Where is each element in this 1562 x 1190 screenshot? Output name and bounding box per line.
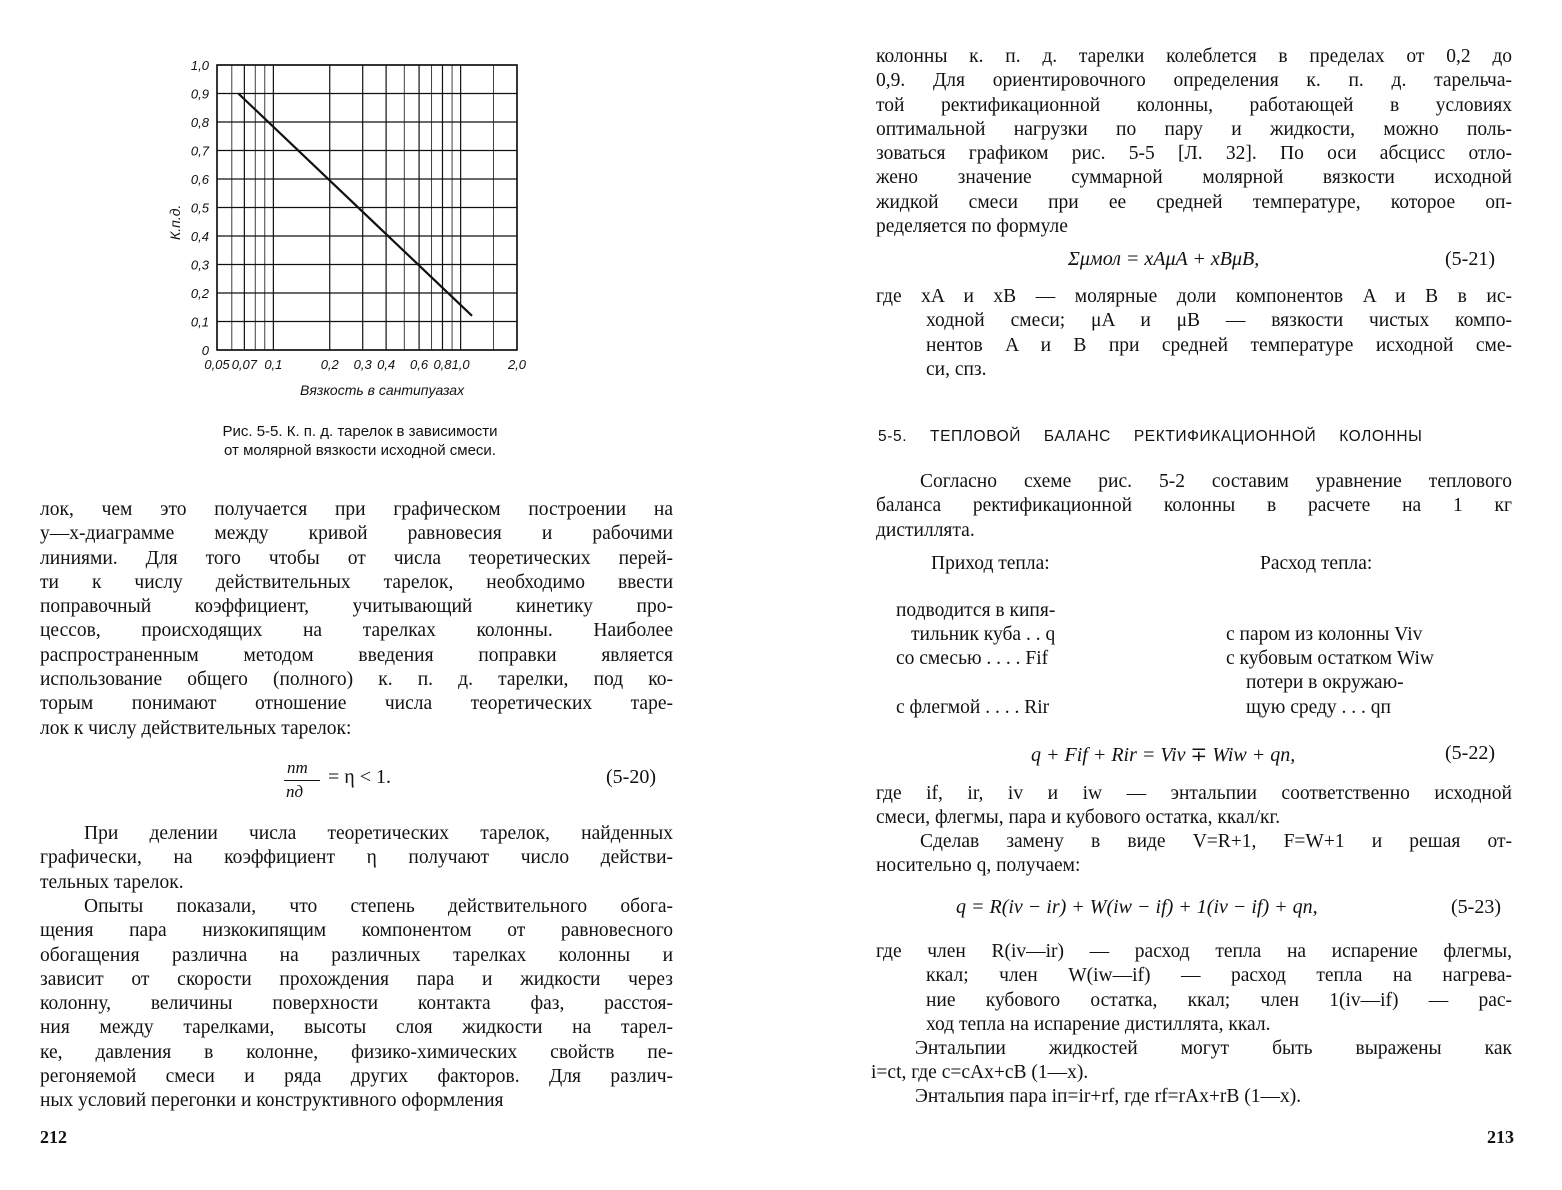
text-line: При делении числа теоретических тарелок, найденных xyxy=(84,823,673,844)
equation-5-21: Σμмол = xAμA + xBμB, xyxy=(1068,248,1260,270)
x-tick-label: 0,6 xyxy=(410,357,429,372)
definitions xyxy=(876,782,1512,831)
y-tick-label: 0,8 xyxy=(190,115,209,130)
paragraph xyxy=(876,470,1512,543)
text-line: ккал; член W(iw—if) — расход тепла на нагрева- xyxy=(926,965,1512,987)
expense-row: потери в окружаю- xyxy=(1246,672,1404,693)
y-tick-label: 0,7 xyxy=(190,143,209,159)
expense-row: с кубовым остатком Wiw xyxy=(1226,648,1434,669)
paragraph xyxy=(40,895,673,1114)
x-tick-label: 0,2 xyxy=(320,357,339,372)
x-tick-label: 0,05 xyxy=(204,357,230,372)
text-line: Согласно схеме рис. 5-2 составим уравнение теплового xyxy=(920,471,1512,492)
figure-caption xyxy=(160,422,560,460)
text-line: ке, давления в колонне, физико-химических свойств пе- xyxy=(40,1041,673,1063)
text-line: ределяется по формуле xyxy=(876,216,1068,238)
text-line: использование общего (полного) к. п. д. тарелки, под ко- xyxy=(40,669,673,691)
text-line: Энтальпия пара iп=ir+rf, где rf=rAx+rB (1—x). xyxy=(915,1086,1302,1107)
text-line: регоняемой смеси и ряда других факторов. Для различ- xyxy=(40,1066,673,1088)
text-line: зоваться графиком рис. 5-5 [Л. 32]. По оси абсцисс отло- xyxy=(876,143,1512,165)
definitions xyxy=(876,940,1512,1037)
equation-5-22: q + Fif + Rir = Viv ∓ Wiw + qп, xyxy=(1031,744,1296,766)
x-tick-labels xyxy=(204,357,526,372)
text-line: линиями. Для того чтобы от числа теоретических перей- xyxy=(40,547,673,569)
paragraph xyxy=(876,830,1512,879)
y-axis-label: К.п.д. xyxy=(167,204,183,240)
text-line: оптимальной нагрузки по пару и жидкости, можно поль- xyxy=(876,118,1512,140)
equation-number: (5-22) xyxy=(1445,742,1495,764)
text-line: зависит от скорости прохождения пара и жидкости через xyxy=(40,968,673,990)
y-tick-label: 0,9 xyxy=(190,86,209,102)
equation-5-23: q = R(iv − ir) + W(iw − if) + 1(iv − if) + qп, xyxy=(956,896,1318,918)
paragraph xyxy=(40,822,673,895)
text-line: той ректификационной колонны, работающей в условиях xyxy=(876,94,1512,116)
text-line: y—x-диаграмме между кривой равновесия и рабочими xyxy=(40,523,673,545)
text-line: щения пара низкокипящим компонентом от равновесного xyxy=(40,920,673,942)
text-line: ходной смеси; μA и μB — вязкости чистых компо- xyxy=(926,310,1512,332)
x-tick-label: 0,3 xyxy=(353,357,372,372)
text-line: смеси, флегмы, пара и кубового остатка, ккал/кг. xyxy=(876,807,1281,829)
x-axis-label: Вязкость в сантипуазах xyxy=(300,382,465,398)
equation-number: (5-21) xyxy=(1445,248,1495,270)
expense-header: Расход тепла: xyxy=(1260,553,1373,574)
text-line: цессов, происходящих на тарелках колонны. Наиболее xyxy=(40,620,673,642)
text-line: си, спз. xyxy=(926,358,987,380)
page-number: 212 xyxy=(40,1127,67,1147)
chart-grid xyxy=(217,65,517,350)
text-line: ход тепла на испарение дистиллята, ккал. xyxy=(926,1013,1271,1035)
fraction-bar xyxy=(284,780,320,781)
y-tick-label: 0,6 xyxy=(190,172,209,187)
expense-row: щую среду . . . qп xyxy=(1246,697,1391,718)
section-heading: 5-5. ТЕПЛОВОЙ БАЛАНС РЕКТИФИКАЦИОННОЙ КОЛОННЫ xyxy=(878,428,1423,445)
text-line: графически, на коэффициент η получают число действи- xyxy=(40,847,673,869)
x-tick-label: 0,8 xyxy=(433,357,452,372)
y-tick-label: 0,4 xyxy=(190,229,209,244)
paragraph xyxy=(871,1037,1512,1086)
text-line: баланса ректификационной колонны в расчете на 1 кг xyxy=(876,495,1512,517)
text-line: i=ct, где c=cAx+cB (1—x). xyxy=(871,1062,1089,1084)
text-line: где if, ir, iv и iw — энтальпии соответственно исходной xyxy=(876,783,1512,804)
y-tick-label: 0 xyxy=(201,343,209,358)
fraction-numerator: nт xyxy=(287,758,308,777)
page-number: 213 xyxy=(1487,1127,1514,1147)
text-line: жено значение суммарной молярной вязкости исходной xyxy=(876,167,1512,189)
text-line: колонну, величины поверхности контакта фаз, расстоя- xyxy=(40,993,673,1015)
text-line: распространенным методом введения поправки является xyxy=(40,644,673,666)
y-tick-label: 0,1 xyxy=(190,314,209,330)
text-line: лок к числу действительных тарелок: xyxy=(40,717,352,739)
y-tick-label: 0,2 xyxy=(190,286,209,301)
equation-number: (5-23) xyxy=(1451,896,1501,918)
equation-rhs: = η < 1. xyxy=(328,766,392,788)
x-tick-label: 1,0 xyxy=(451,357,470,372)
paragraph xyxy=(876,45,1512,239)
y-tick-label: 0,5 xyxy=(190,200,209,216)
text-line: лок, чем это получается при графическом построении на xyxy=(40,499,673,520)
definitions xyxy=(876,285,1512,382)
x-tick-label: 2,0 xyxy=(507,357,527,372)
income-row: тильник куба . . q xyxy=(911,624,1056,645)
caption-line: от молярной вязкости исходной смеси. xyxy=(224,442,496,459)
text-line: поправочный коэффициент, учитывающий кинетику про- xyxy=(40,596,673,618)
figure-5-5 xyxy=(160,50,560,470)
equation-number: (5-20) xyxy=(606,766,656,788)
text-line: ния между тарелками, высоты слоя жидкости на тарел- xyxy=(40,1017,673,1039)
x-tick-label: 0,1 xyxy=(264,357,283,372)
efficiency-chart xyxy=(160,50,560,420)
text-line: дистиллята. xyxy=(876,519,975,541)
y-tick-labels xyxy=(191,58,210,358)
text-line: обогащения различна на различных тарелках колонны и xyxy=(40,944,673,966)
income-header: Приход тепла: xyxy=(931,553,1050,574)
text-line: Энтальпии жидкостей могут быть выражены как xyxy=(915,1038,1512,1059)
income-row: подводится в кипя- xyxy=(896,600,1056,621)
income-row: со смесью . . . . Fif xyxy=(896,648,1049,669)
text-line: Сделав замену в виде V=R+1, F=W+1 и решая от- xyxy=(920,831,1512,852)
y-tick-label: 0,3 xyxy=(190,257,209,273)
paragraph xyxy=(40,498,673,741)
right-page xyxy=(781,0,1562,1190)
text-line: где член R(iv—ir) — расход тепла на испарение флегмы, xyxy=(876,941,1512,962)
text-line: ти к числу действительных тарелок, необходимо ввести xyxy=(40,571,673,593)
text-line: торым понимают отношение числа теоретических таре- xyxy=(40,693,673,715)
text-line: ние кубового остатка, ккал; член 1(iv—if) — рас- xyxy=(926,989,1512,1011)
text-line: 0,9. Для ориентировочного определения к. п. д. тарельча- xyxy=(876,70,1512,92)
expense-row: с паром из колонны Viv xyxy=(1226,624,1423,645)
y-tick-label: 1,0 xyxy=(190,58,209,73)
text-line: жидкой смеси при ее средней температуре, которое оп- xyxy=(876,191,1512,213)
text-line: колонны к. п. д. тарелки колеблется в пределах от 0,2 до xyxy=(876,46,1512,67)
income-row: с флегмой . . . . Rir xyxy=(896,697,1050,718)
text-line: тельных тарелок. xyxy=(40,871,184,893)
caption-line: Рис. 5-5. К. п. д. тарелок в зависимости xyxy=(222,423,498,440)
fraction-denominator: nд xyxy=(286,782,304,801)
text-line: где xA и xB — молярные доли компонентов A и B в ис- xyxy=(876,286,1512,307)
paragraph xyxy=(871,1085,1512,1109)
text-line: ных условий перегонки и конструктивного оформления xyxy=(40,1090,504,1112)
x-tick-label: 0,4 xyxy=(377,357,396,372)
text-line: нентов A и B при средней температуре исходной сме- xyxy=(926,334,1512,356)
x-tick-label: 0,07 xyxy=(231,357,258,372)
text-line: носительно q, получаем: xyxy=(876,855,1081,877)
text-line: Опыты показали, что степень действительного обога- xyxy=(84,896,673,917)
